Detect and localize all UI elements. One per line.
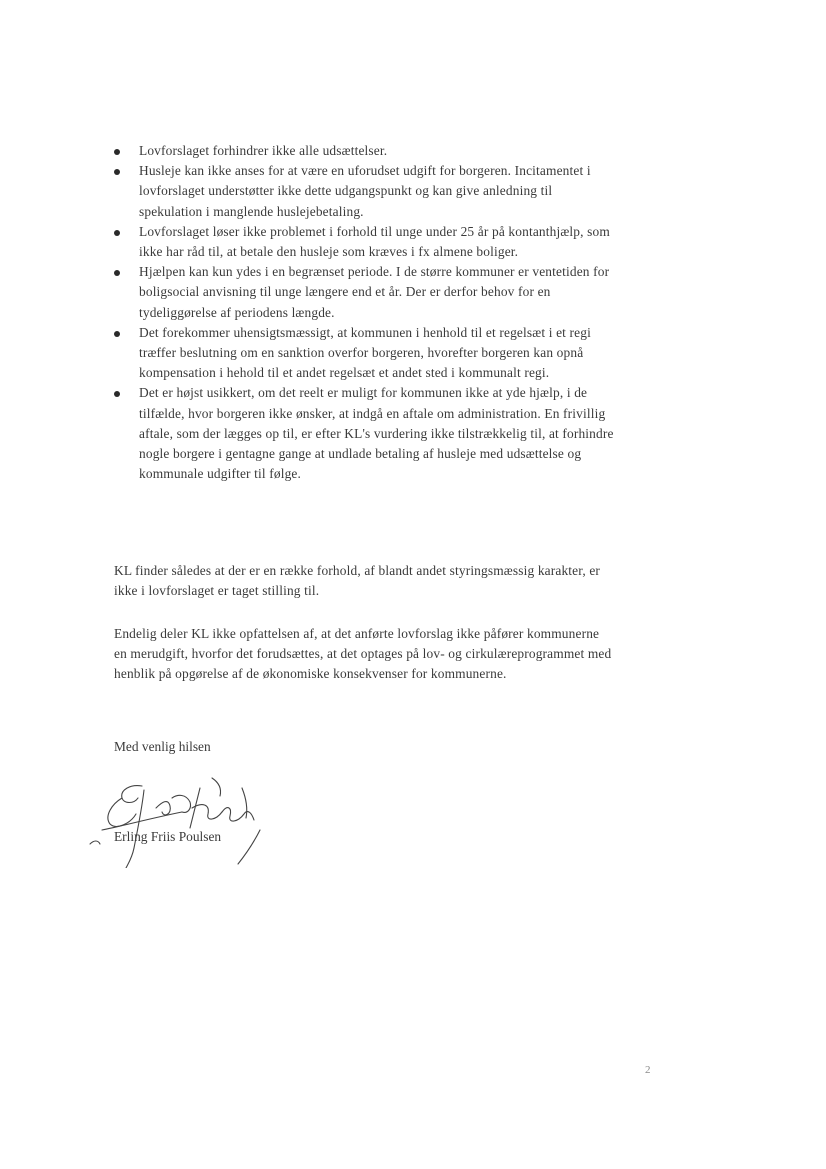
paragraph-findings: KL finder således at der er en række forhold, af blandt andet styringsmæssig karakter, er ikke i lovforslaget er taget stilling til.: [114, 563, 601, 599]
signer-name: Erling Friis Poulsen: [114, 829, 222, 844]
handwritten-signature: [82, 768, 282, 868]
page-number: 2: [645, 1064, 651, 1076]
bullet-dot: [114, 270, 120, 276]
bullet-text: Det forekommer uhensigtsmæssigt, at kommunen i henhold til et regelsæt i et regi træffer beslutning om en sanktion overfor borgeren, hvorefter borgeren kan opnå kompensation i hehold til et andet regelsæt et andet sted i kommunalt regi.: [139, 324, 591, 381]
bullet-item: [114, 383, 614, 484]
bullet-text: Hjælpen kan kun ydes i en begrænset periode. I de større kommuner er ventetiden for boligsocial anvisning til unge længere end et år. Der er derfor behov for en tydeliggørelse af periodens længde.: [139, 264, 610, 320]
bullet-item: [114, 222, 614, 262]
bullet-item: [114, 323, 614, 384]
bullet-item: [114, 141, 614, 161]
bullet-item: [114, 161, 614, 222]
bullet-item: [114, 262, 614, 323]
bullet-dot: [114, 149, 120, 155]
bullet-list: [114, 141, 614, 484]
closing-greeting: Med venlig hilsen: [114, 739, 211, 754]
bullet-text: Lovforslaget forhindrer ikke alle udsættelser.: [139, 143, 388, 158]
bullet-dot: [114, 391, 120, 397]
bullet-text: Husleje kan ikke anses for at være en uforudset udgift for borgeren. Incitamentet i lovforslaget understøtter ikke dette udgangspunkt og kan give anledning til spekulation i manglende huslejebetaling.: [139, 163, 591, 219]
bullet-text: Det er højst usikkert, om det reelt er muligt for kommunen ikke at yde hjælp, i de tilfælde, hvor borgeren ikke ønsker, at indgå en aftale om administration. En frivillig aftale, som der lægges op til, er efter KL's vurdering ikke tilstrækkelig til, at forhindre nogle borgere i gentagne gange at undlade betaling af husleje med udsættelse og kommunale udgifter til følge.: [139, 385, 614, 482]
paragraph-conclusion: Endelig deler KL ikke opfattelsen af, at det anførte lovforslag ikke påfører kommunerne en merudgift, hvorfor det forudsættes, at det optages på lov- og cirkulæreprogrammet med henblik på opgørelse af de økonomiske konsekvenser for kommunerne.: [114, 626, 612, 682]
bullet-dot: [114, 331, 120, 337]
bullet-dot: [114, 169, 120, 175]
bullet-text: Lovforslaget løser ikke problemet i forhold til unge under 25 år på kontanthjælp, som ikke har råd til, at betale den husleje som kræves i fx almene boliger.: [139, 223, 610, 260]
bullet-dot: [114, 230, 120, 236]
